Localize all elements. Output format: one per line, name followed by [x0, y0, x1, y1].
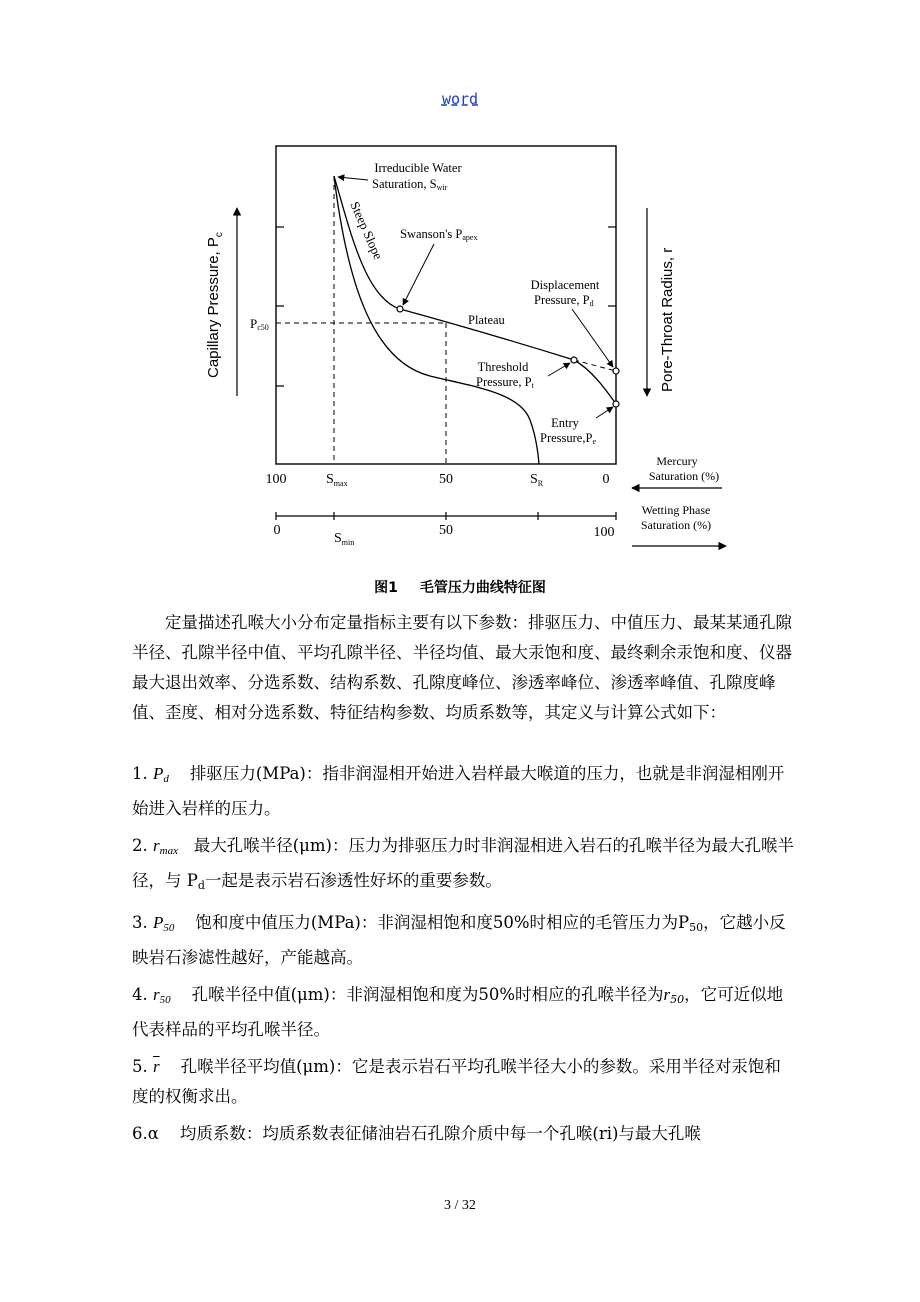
header-word-link[interactable]: word	[441, 90, 479, 108]
swanson-point	[397, 306, 403, 312]
list-item	[132, 980, 794, 1045]
wetting-tick-100: 100	[593, 525, 615, 540]
wetting-label-1: Wetting Phase	[641, 503, 711, 517]
item-text: 最大孔喉半径(μm)：压力为排驱压力时非润湿相进入岩石的孔喉半径为最大孔喉半径，与 Pd一起是表示岩石渗透性好坏的重要参数。	[132, 836, 794, 892]
entry-arrow	[596, 407, 613, 418]
wetting-tick-0: 0	[273, 523, 281, 538]
mercury-tick-50: 50	[439, 472, 453, 487]
list-item	[132, 908, 794, 973]
item-number: 1.	[132, 764, 148, 783]
item-text: 饱和度中值压力(MPa)：非润湿相饱和度50%时相应的毛管压力为P50，它越小反映岩石渗滤性越好，产能越高。	[132, 913, 786, 967]
swir-label-sub: wir	[436, 183, 448, 192]
threshold-sub: t	[531, 381, 534, 390]
list-item	[132, 759, 794, 824]
item-symbol: α	[147, 1124, 159, 1143]
left-axis-label: Capillary Pressure, P	[205, 237, 222, 378]
caption-title: 毛管压力曲线特征图	[419, 580, 546, 596]
wetting-tick-smin-sub: min	[341, 538, 355, 547]
item-text: 孔喉半径中值(μm)：非润湿相饱和度为50%时相应的孔喉半径为$r_{50}$，它可近似地代表样品的平均孔喉半径。	[132, 985, 784, 1039]
item-symbol: $r_{max}$	[153, 836, 178, 857]
svg-text:Capillary Pressure, Pc	[205, 232, 225, 378]
item-number: 2.	[132, 836, 148, 855]
svg-text:Smin	[334, 531, 354, 547]
figure-caption	[0, 577, 920, 597]
steep-slope-label: Steep Slope	[347, 199, 387, 262]
threshold-label-1: Threshold	[477, 360, 529, 374]
intro-paragraph: 定量描述孔喉大小分布定量指标主要有以下参数：排驱压力、中值压力、最某某通孔隙半径、孔隙半径中值、平均孔隙半径、半径均值、最大汞饱和度、最终剩余汞饱和度、仪器最大退出效率、分选系数、结构系数、孔隙度峰位、渗透率峰位、渗透率峰值、孔隙度峰值、歪度、相对分选系数、特征结构参数、均质系数等，其定义与计算公式如下：	[132, 613, 792, 722]
mercury-label-1: Mercury	[656, 454, 698, 468]
threshold-label-2: Pressure, P	[476, 375, 532, 389]
svg-text:Swanson's Papex	[400, 227, 477, 242]
item-number: 4.	[132, 985, 148, 1004]
body-text	[132, 608, 794, 728]
entry-curve	[574, 360, 616, 404]
mercury-label-2: Saturation (%)	[648, 469, 720, 483]
item-text: 排驱压力(MPa)：指非润湿相开始进入岩样最大喉道的压力，也就是非润湿相刚开始进入岩样的压力。	[132, 764, 785, 818]
swir-label-2: Saturation, S	[372, 177, 437, 191]
entry-label-2: Pressure,P	[540, 431, 593, 445]
threshold-point	[571, 357, 577, 363]
svg-text:Pressure, Pt	[476, 375, 535, 390]
entry-label-1: Entry	[551, 416, 579, 430]
svg-text:Pressure,Pe	[540, 431, 596, 446]
item-symbol: $\overline{r}$	[153, 1057, 160, 1076]
displacement-label-2: Pressure, P	[534, 293, 590, 307]
right-axis-label: Pore-Throat Radius, r	[659, 247, 676, 392]
mercury-tick-smax-sub: max	[333, 479, 348, 488]
svg-text:SR	[530, 472, 544, 488]
item-number: 3.	[132, 913, 148, 932]
displacement-point	[613, 368, 619, 374]
svg-text:Pressure, Pd	[534, 293, 594, 308]
threshold-arrow	[548, 363, 570, 376]
mercury-tick-0: 0	[602, 472, 610, 487]
pc50-sub: c50	[257, 323, 269, 332]
list-item	[132, 1052, 794, 1112]
mercury-tick-sr-sub: R	[537, 479, 544, 488]
displacement-arrow	[572, 309, 613, 367]
page-number: 3 / 32	[444, 1198, 476, 1213]
upper-curve	[334, 176, 574, 360]
wetting-tick-smin: S	[334, 531, 342, 546]
item-symbol: $P_d$	[153, 764, 169, 785]
item-text: 均质系数：均质系数表征储油岩石孔隙介质中每一个孔喉(ri)与最大孔喉	[179, 1124, 701, 1143]
swir-arrow	[338, 177, 368, 180]
entry-sub: e	[592, 437, 596, 446]
item-number: 5.	[132, 1057, 148, 1076]
mercury-tick-smax: S	[326, 472, 334, 487]
list-item	[132, 1119, 794, 1149]
wetting-tick-50: 50	[439, 523, 453, 538]
parameter-list	[132, 759, 794, 1156]
wetting-label-2: Saturation (%)	[640, 518, 712, 532]
swir-label-1: Irreducible Water	[374, 161, 462, 175]
pc50-label: P	[250, 316, 258, 331]
entry-point	[613, 401, 619, 407]
item-symbol: $r_{50}$	[153, 985, 171, 1006]
plateau-label: Plateau	[468, 313, 505, 327]
item-symbol: $P_{50}$	[153, 913, 175, 934]
svg-text:Smax	[326, 472, 348, 488]
mercury-tick-sr: S	[530, 472, 538, 487]
swanson-sub: apex	[462, 233, 478, 242]
displacement-label-1: Displacement	[530, 278, 600, 292]
item-number: 6.	[132, 1124, 148, 1143]
svg-text:Saturation, Swir	[372, 177, 448, 192]
left-axis-sub: c	[214, 232, 225, 238]
svg-text:Pc50	[250, 316, 269, 332]
list-item	[132, 831, 794, 901]
swanson-arrow	[403, 244, 434, 305]
caption-number: 图1	[374, 580, 398, 596]
capillary-pressure-figure	[0, 0, 920, 570]
mercury-tick-100: 100	[265, 472, 287, 487]
displacement-sub: d	[589, 299, 594, 308]
swanson-label: Swanson's P	[400, 227, 463, 241]
item-text: 孔喉半径平均值(μm)：它是表示岩石平均孔喉半径大小的参数。采用半径对汞饱和度的权衡求出。	[132, 1057, 781, 1106]
